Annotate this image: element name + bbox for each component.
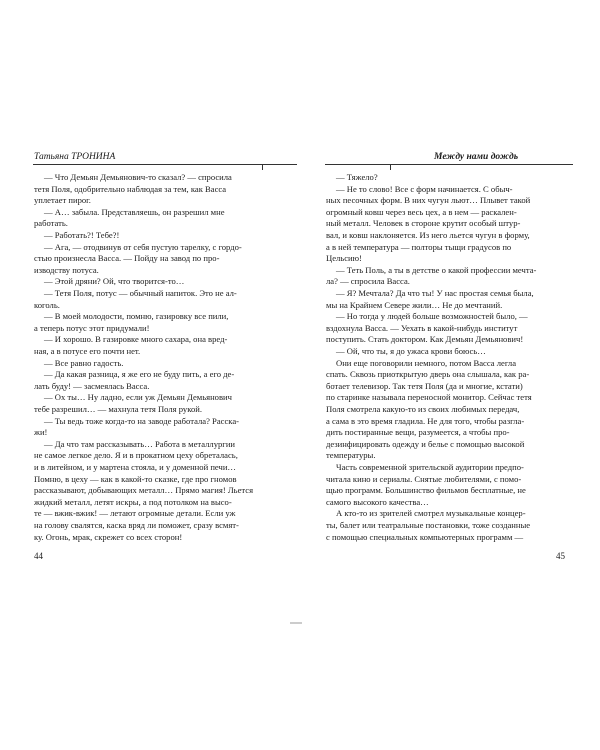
text-line: — Работать?! Тебе?! [44,230,120,240]
text-line: тебе разрешил… — махнула тетя Поля рукой. [34,404,203,414]
text-line: мы на Крайнем Севере жили… Не до мечтаний. [326,299,503,310]
text-line: ку. Огонь, мрак, скрежет со всех сторон! [34,531,183,542]
text-line: самого высокого качества… [326,496,429,507]
text-line: — Теть Поль, а ты в детстве о какой профессии мечта- [336,264,537,275]
text-line: — Тетя Поля, потус — обычный напиток. Это не ал- [44,288,237,298]
text-line: — А… забыла. Представляешь, он разрешил мне [44,206,225,217]
text-line: — Да какая разница, я же его не буду пить, а его де- [44,369,235,380]
text-line: Часть современной зрительской аудитории предпо- [336,462,524,472]
text-line: вал, и ковш наклоняется. Из него льется чугун в форму, [326,230,530,240]
text-line: — Ты ведь тоже когда-то на заводе работала? Расска- [44,415,239,426]
right-page-header: Между нами дождь [434,152,519,162]
text-line: — Ох ты… Ну ладно, если уж Демьян Демьянович [44,392,232,403]
text-line: — Но тогда у людей больше возможностей было, — [336,311,528,322]
text-line: А кто-то из зрителей смотрел музыкальные концер- [336,508,526,519]
text-line: — Этой дряни? Ой, что творится-то… [44,276,185,287]
text-line: ная, а в потусе его почти нет. [34,346,141,356]
text-line: — Что Демьян Демьянович-то сказал? — спросила [44,172,232,182]
text-line: — В моей молодости, помню, газировку все пили, [44,311,229,322]
text-line: — Я? Мечтала? Да что ты! У нас простая семья была, [336,288,534,298]
text-line: поступить. Стать доктором. Как Демьян Демьянович! [326,334,524,345]
left-page-header: Татьяна ТРОНИНА [34,152,116,162]
text-line: а в ней температура — полторы тыщи градусов по [326,241,512,252]
text-line: Помню, в цеху — как в какой-то сказке, где про гномов [34,473,237,484]
text-line: не самое легкое дело. Я и в прокатном цеху обреталась, [34,450,238,461]
text-line: и в литейном, и у мартена стояла, и у доменной печи… [34,462,237,472]
text-line: — Тяжело? [336,172,378,182]
text-line: — Да что там рассказывать… Работа в металлургии [44,438,236,449]
left-header-rule [33,164,297,165]
text-line: читала кино и сериалы. Снятые любителями, с помо- [326,473,522,484]
text-line: ла? — спросила Васса. [326,276,410,287]
text-line: работать. [34,218,68,229]
text-line: Поля смотрела какую-то из своих любимых передач, [326,404,520,414]
text-line: изводству потуса. [34,264,99,275]
text-line: рассказывают, добывающих металл… Прямо магия! Льется [34,485,254,496]
text-line: дезинфицировать одежду и белье с помощью высокой [326,438,525,449]
text-line: температуры. [326,450,376,461]
text-line: жидкий металл, летят искры, а под потолком на высо- [34,496,232,507]
text-line: жи! [34,427,48,438]
text-line: — Не то слово! Все с форм начинается. С обыч- [336,183,513,194]
text-line: те — вжик-вжик! — летают огромные детали. Если уж [34,508,236,519]
text-line: тетя Поля, одобрительно наблюдая за тем, как Васса [34,183,227,194]
text-line: вздохнула Васса. — Уехать в какой-нибудь институт [326,322,518,333]
page-fold-mark [290,622,302,624]
text-line: Они еще поговорили немного, потом Васса легла [336,357,517,368]
text-line: с помощью специальных компьютерных программ — [326,531,524,542]
left-header-tick [262,164,263,170]
text-line: а теперь потус этот придумали! [34,322,150,333]
right-page-number: 45 [556,551,565,561]
text-line: по старинке называла переносной монитор. Сейчас тетя [326,392,532,403]
text-line: Цельсию! [326,253,362,264]
right-header-tick [390,164,391,170]
left-page-number: 44 [34,551,43,561]
text-line: спать. Сквозь приоткрытую дверь она слышала, как ра- [326,369,530,380]
text-line: ных песочных форм. В них чугун льют… Плывет такой [326,195,531,206]
text-line: а сама в это время гладила. Не для того, чтобы разгла- [326,415,525,426]
text-line: на голову свалятся, каска вряд ли поможет, сразу всмят- [34,520,239,530]
text-line: ботает телевизор. Так тетя Поля (да и многие, кстати) [326,380,523,391]
text-line: огромный ковш через весь цех, а в нем — раскален- [326,206,517,217]
text-line: — Все равно гадость. [44,357,124,368]
text-line: ты, балет или театральные постановки, тоже созданные [326,520,531,530]
text-line: — И хорошо. В газировке много сахара, она вред- [44,334,228,345]
text-line: щью программ. Большинство фильмов бесплатные, не [326,485,526,496]
text-line: — Ага, — отодвинув от себя пустую тарелку, с гордо- [44,241,242,252]
text-line: лать буду! — засмеялась Васса. [34,380,150,391]
text-line: дить постиранные вещи, разумеется, а чтобы про- [326,427,510,438]
text-line: стью произнесла Васса. — Пойду на завод по про- [34,253,220,264]
text-line: коголь. [34,299,60,310]
text-line: уплетает пирог. [34,195,91,206]
text-line: — Ой, что ты, я до ужаса крови боюсь… [336,346,486,356]
text-line: ный металл. Человек в стороне крутит особый штур- [326,218,521,229]
right-header-rule [325,164,573,165]
